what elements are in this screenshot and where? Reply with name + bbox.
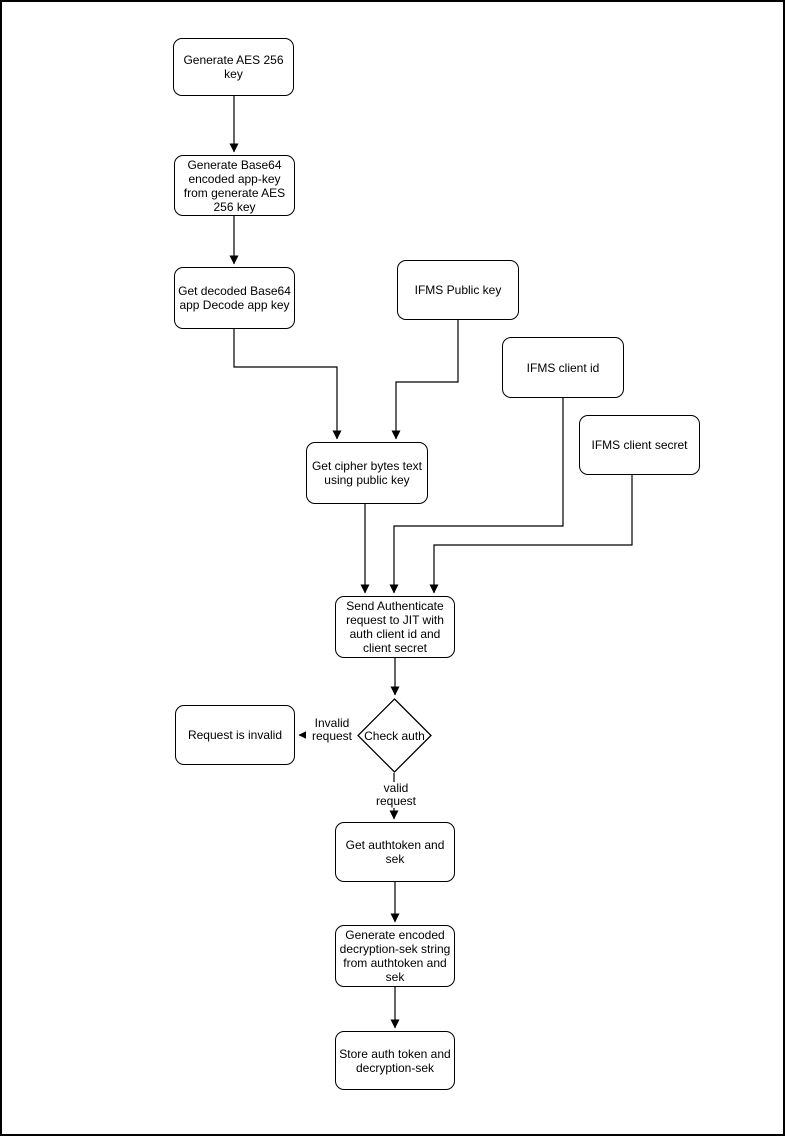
node-label: Get cipher bytes text using public key [311,459,423,487]
node-label: IFMS Public key [414,283,502,297]
node-label: Get authtoken and sek [345,838,445,866]
node-label: Send Authenticate request to JIT with auth client id and client secret [346,599,444,655]
node-label: Generate AES 256 key [183,53,284,81]
node-generate-decryption-sek[interactable] [335,925,455,987]
node-label: Generate encoded decryption-sek string from authtoken and sek [339,928,451,984]
node-get-authtoken-sek[interactable] [335,822,455,882]
node-ifms-client-id[interactable] [502,337,624,398]
node-label: Get decoded Base64 app Decode app key [178,284,291,312]
node-label: IFMS client id [526,360,600,375]
node-generate-aes-256-key[interactable] [173,38,294,96]
node-check-auth[interactable] [357,698,432,773]
node-generate-base64-app-key[interactable] [174,155,295,216]
node-get-decoded-base64-app-key[interactable] [174,267,295,329]
node-get-cipher-bytes[interactable] [306,442,428,504]
node-label: Request is invalid [187,728,283,742]
edge-label-valid-request: valid request [362,782,430,808]
node-label: Check auth [364,728,425,743]
node-label: Store auth token and decryption-sek [339,1046,451,1075]
node-request-is-invalid[interactable] [175,705,295,765]
node-label: IFMS client secret [591,438,688,452]
connector-clientsecret-to-send [434,475,632,593]
connector-decoded-to-cipher [234,329,337,439]
node-send-authenticate-request[interactable] [335,596,455,658]
node-store-auth-token[interactable] [335,1031,455,1090]
node-ifms-public-key[interactable] [397,260,519,320]
node-label: Generate Base64 encoded app-key from generate AES 256 key [183,157,286,214]
edge-label-invalid-request: Invalid request [306,717,358,743]
connector-publickey-to-cipher [396,320,458,439]
node-ifms-client-secret[interactable] [579,415,700,475]
